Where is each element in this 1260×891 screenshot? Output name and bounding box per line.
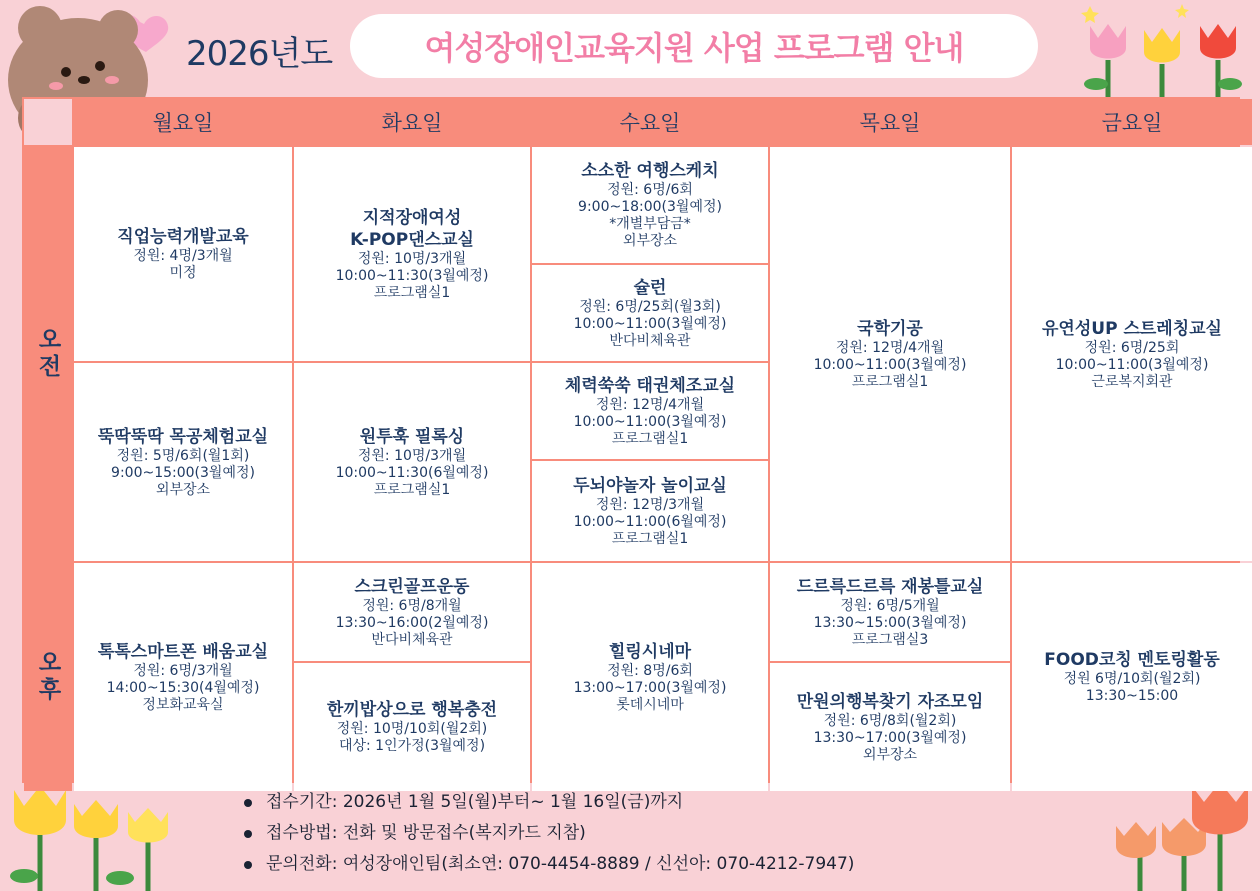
program-detail: 13:30~17:00(3월예정) <box>813 729 967 746</box>
program-detail: 10:00~11:00(3월예정) <box>813 356 967 373</box>
program-cell <box>294 563 530 661</box>
program-detail: 10:00~11:00(3월예정) <box>573 413 727 430</box>
program-detail: 정원: 6명/6회 <box>607 182 693 198</box>
info-item-registration-period <box>244 787 1104 818</box>
program-cell <box>532 563 768 791</box>
program-detail: 근로복지회관 <box>1091 373 1173 390</box>
program-detail: 정원: 10명/3개월 <box>357 447 467 464</box>
program-name: 만원의행복찾기 자조모임 <box>796 691 984 712</box>
program-cell <box>74 147 292 361</box>
program-detail: 정원: 10명/3개월 <box>357 250 467 267</box>
program-detail: 10:00~11:00(3월예정) <box>1055 356 1209 373</box>
program-cell <box>1012 563 1252 791</box>
program-detail: 외부장소 <box>862 746 918 763</box>
program-detail: 정원: 6명/8회(월2회) <box>823 712 957 729</box>
program-detail: 프로그램실1 <box>611 430 689 447</box>
program-cell <box>770 663 1010 791</box>
day-header-tue: 화요일 <box>294 99 530 145</box>
program-name: 스크린골프운동 <box>354 576 470 597</box>
program-detail: 10:00~11:00(3월예정) <box>573 315 727 332</box>
program-cell <box>532 147 768 263</box>
program-detail: 13:30~16:00(2월예정) <box>335 614 489 631</box>
program-name: 국학기공 <box>857 318 923 339</box>
day-header-mon: 월요일 <box>74 99 292 145</box>
program-detail: 외부장소 <box>622 233 678 249</box>
program-name: 지적장애여성 K-POP댄스교실 <box>350 207 474 250</box>
program-detail: 10:00~11:30(3월예정) <box>335 267 489 284</box>
program-detail: 정보화교육실 <box>142 696 224 713</box>
bullet-icon <box>244 861 252 869</box>
program-cell <box>1012 147 1252 561</box>
tulip-flower-icon <box>1070 0 1260 100</box>
program-detail: *개별부담금* <box>609 216 691 232</box>
program-detail: 정원: 5명/6회(월1회) <box>116 447 250 464</box>
program-detail: 정원: 6명/8개월 <box>362 597 462 614</box>
info-list <box>244 787 1104 880</box>
period-morning: 오전 <box>24 147 72 561</box>
program-name: 드르륵드르륵 재봉틀교실 <box>796 576 984 597</box>
program-detail: 정원: 6명/25회 <box>1084 339 1180 356</box>
program-cell <box>532 265 768 361</box>
program-detail: 10:00~11:30(6월예정) <box>335 464 489 481</box>
tulip-flower-icon <box>0 780 180 891</box>
program-name: FOOD코칭 멘토링활동 <box>1044 650 1220 670</box>
program-detail: 13:30~15:00 <box>1085 688 1179 704</box>
program-detail: 대상: 1인가정(3월예정) <box>338 738 486 754</box>
info-text: 접수기간: 2026년 1월 5일(월)부터~ 1월 16일(금)까지 <box>266 792 684 812</box>
program-detail: 정원: 6명/5개월 <box>840 597 940 614</box>
program-detail: 14:00~15:30(4월예정) <box>106 679 260 696</box>
program-detail: 정원: 12명/3개월 <box>595 496 705 513</box>
program-detail: 외부장소 <box>155 481 211 498</box>
program-cell <box>74 563 292 791</box>
program-name: 체력쑥쑥 태권체조교실 <box>564 375 736 396</box>
bullet-icon <box>244 830 252 838</box>
program-detail: 미정 <box>169 265 197 281</box>
program-detail: 정원: 12명/4개월 <box>595 396 705 413</box>
sparkle-icon <box>1081 6 1099 23</box>
program-name: 원투훅 필록싱 <box>359 426 465 447</box>
program-detail: 13:30~15:00(3월예정) <box>813 614 967 631</box>
page-title: 여성장애인교육지원 사업 프로그램 안내 <box>424 29 964 67</box>
program-name: 직업능력개발교육 <box>117 227 249 247</box>
program-cell <box>294 147 530 361</box>
info-item-contact <box>244 849 1104 880</box>
bullet-icon <box>244 799 252 807</box>
program-detail: 정원: 4명/3개월 <box>133 248 233 264</box>
program-cell <box>294 663 530 791</box>
info-text: 문의전화: 여성장애인팀(최소연: 070-4454-8889 / 신선아: 070-4212-7947) <box>266 854 855 874</box>
program-detail: 정원: 6명/25회(월3회) <box>579 298 721 315</box>
program-detail: 롯데시네마 <box>616 696 684 713</box>
program-detail: 정원: 12명/4개월 <box>835 339 945 356</box>
program-name: 톡톡스마트폰 배움교실 <box>97 641 269 662</box>
program-name: 한끼밥상으로 행복충전 <box>326 700 498 720</box>
program-detail: 반다비체육관 <box>371 631 453 648</box>
info-item-registration-method <box>244 818 1104 849</box>
program-detail: 프로그램실1 <box>373 284 451 301</box>
program-name: 뚝딱뚝딱 목공체험교실 <box>97 426 269 447</box>
table-corner <box>24 99 72 145</box>
program-detail: 프로그램실1 <box>611 530 689 547</box>
program-detail: 정원: 8명/6회 <box>607 662 693 679</box>
program-detail: 9:00~15:00(3월예정) <box>111 464 255 481</box>
program-name: 소소한 여행스케치 <box>581 161 719 181</box>
program-cell <box>770 147 1010 561</box>
program-detail: 9:00~18:00(3월예정) <box>578 199 722 215</box>
program-timetable <box>22 97 1240 783</box>
program-detail: 정원: 10명/10회(월2회) <box>336 721 488 737</box>
program-name: 슐런 <box>633 277 667 298</box>
wed-morning-stack <box>532 147 768 561</box>
day-header-fri: 금요일 <box>1012 99 1252 145</box>
day-header-thu: 목요일 <box>770 99 1010 145</box>
program-detail: 반다비체육관 <box>609 332 691 349</box>
program-cell <box>532 461 768 561</box>
info-text: 접수방법: 전화 및 방문접수(복지카드 지참) <box>266 823 586 843</box>
program-cell <box>294 363 530 561</box>
program-name: 유연성UP 스트레칭교실 <box>1042 318 1222 339</box>
program-detail: 프로그램실3 <box>851 631 929 648</box>
program-cell <box>770 563 1010 661</box>
program-detail: 정원: 6명/3개월 <box>133 662 233 679</box>
period-afternoon: 오후 <box>24 563 72 791</box>
program-detail: 프로그램실1 <box>373 481 451 498</box>
day-header-wed: 수요일 <box>532 99 768 145</box>
program-detail: 13:00~17:00(3월예정) <box>573 679 727 696</box>
program-name: 힐링시네마 <box>608 641 692 662</box>
program-name: 두뇌야놀자 놀이교실 <box>573 475 727 496</box>
program-detail: 프로그램실1 <box>851 373 929 390</box>
program-detail: 10:00~11:00(6월예정) <box>573 513 727 530</box>
program-detail: 정원 6명/10회(월2회) <box>1063 671 1201 687</box>
year-label: 2026년도 <box>186 34 333 74</box>
program-cell <box>532 363 768 459</box>
program-cell <box>74 363 292 561</box>
title-banner <box>350 14 1038 78</box>
